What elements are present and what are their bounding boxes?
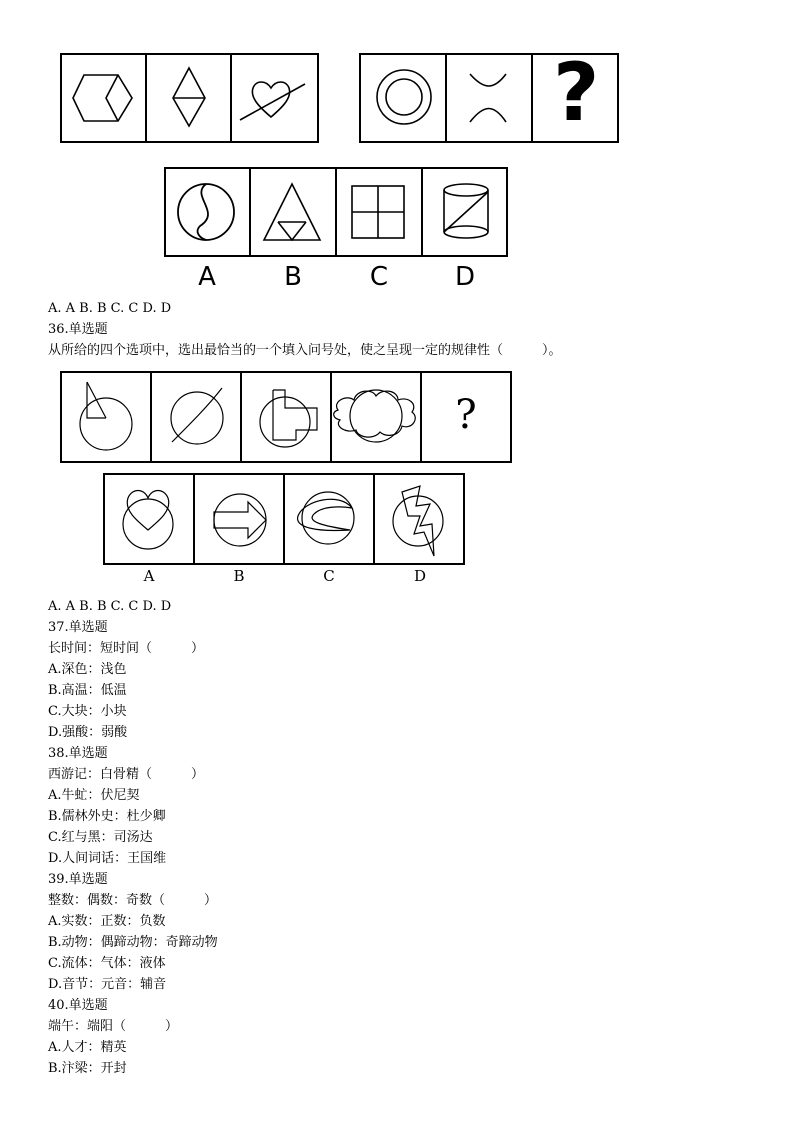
circle-heart-figure: [123, 491, 173, 550]
circle-curve-figure: [171, 388, 223, 444]
q40-stem: 端午：端阳（ ）: [48, 1019, 179, 1034]
circle-loop-figure: [298, 492, 354, 544]
q35-stem-box-5: [446, 54, 532, 142]
q35-answer-line: A. A B. B C. C D. D: [48, 301, 172, 316]
q35-option-label-d: D: [454, 262, 476, 292]
q39-option-d[interactable]: D.音节：元音：辅音: [48, 977, 167, 992]
q36-option-label-d: D: [413, 567, 427, 585]
q36-option-label-c: C: [323, 567, 335, 585]
q35-option-label-c: C: [369, 262, 389, 292]
q37-option-c[interactable]: C.大块：小块: [48, 704, 127, 719]
q39-heading: 39.单选题: [48, 872, 108, 887]
q37-option-a[interactable]: A.深色：浅色: [48, 662, 127, 677]
q35-option-box-b: [250, 168, 336, 256]
q36-question-mark: ?: [455, 392, 477, 438]
q36-figures: [0, 360, 800, 620]
diamond-figure: [173, 68, 205, 126]
q35-stem-box-3: [231, 54, 318, 142]
q40-option-a[interactable]: A.人才：精英: [48, 1040, 127, 1055]
q37-stem: 长时间：短时间（ ）: [48, 641, 205, 656]
q40-option-b[interactable]: B.汴梁：开封: [48, 1061, 127, 1076]
q36-answer-line: A. A B. B C. C D. D: [48, 599, 172, 614]
window-grid-figure: [352, 186, 404, 238]
q36-heading: 36.单选题: [48, 322, 108, 337]
q36-option-label-b: B: [233, 567, 245, 585]
q38-heading: 38.单选题: [48, 746, 108, 761]
q38-option-d[interactable]: D.人间词话：王国维: [48, 851, 167, 866]
q38-option-b[interactable]: B.儒林外史：杜少卿: [48, 809, 166, 824]
q36-option-box-a: [104, 474, 194, 564]
q36-option-box-b: [194, 474, 284, 564]
yin-circle-figure: [178, 184, 234, 240]
q35-stem-box-4: [360, 54, 446, 142]
q39-option-b[interactable]: B.动物：偶蹄动物：奇蹄动物: [48, 935, 218, 950]
q36-stem-box-4: [331, 372, 421, 462]
q39-stem: 整数：偶数：奇数（ ）: [48, 893, 218, 908]
q35-stem-figures: [0, 0, 800, 300]
q37-option-d[interactable]: D.强酸：弱酸: [48, 725, 128, 740]
q38-stem: 西游记：白骨精（ ）: [48, 767, 205, 782]
triangle-figure: [264, 184, 320, 240]
q36-stem: 从所给的四个选项中，选出最恰当的一个填入问号处，使之呈现一定的规律性（ ）。: [48, 343, 562, 358]
q35-option-label-b: B: [284, 262, 302, 292]
q35-option-label-a: A: [198, 262, 216, 292]
q38-option-c[interactable]: C.红与黑：司汤达: [48, 830, 153, 845]
circle-triangle-figure: [80, 382, 132, 450]
double-circle-figure: [377, 70, 431, 124]
q37-option-b[interactable]: B.高温：低温: [48, 683, 127, 698]
circle-lshape-figure: [260, 390, 317, 447]
circle-arrow-figure: [214, 494, 266, 546]
cylinder-figure: [444, 184, 488, 238]
q39-option-c[interactable]: C.流体：气体：液体: [48, 956, 166, 971]
circle-cloud-figure: [334, 390, 416, 442]
q40-heading: 40.单选题: [48, 998, 108, 1013]
q36-option-label-a: A: [143, 567, 155, 585]
q38-option-a[interactable]: A.牛虻：伏尼契: [48, 788, 140, 803]
q39-option-a[interactable]: A.实数：正数：负数: [48, 914, 166, 929]
crossing-curves-figure: [470, 74, 506, 122]
q35-option-box-d: [422, 168, 507, 256]
circle-lightning-figure: [393, 486, 443, 556]
q35-question-mark: ?: [553, 46, 600, 139]
pierced-heart-figure: [240, 82, 305, 120]
q37-heading: 37.单选题: [48, 620, 108, 635]
cube-figure: [73, 75, 132, 121]
